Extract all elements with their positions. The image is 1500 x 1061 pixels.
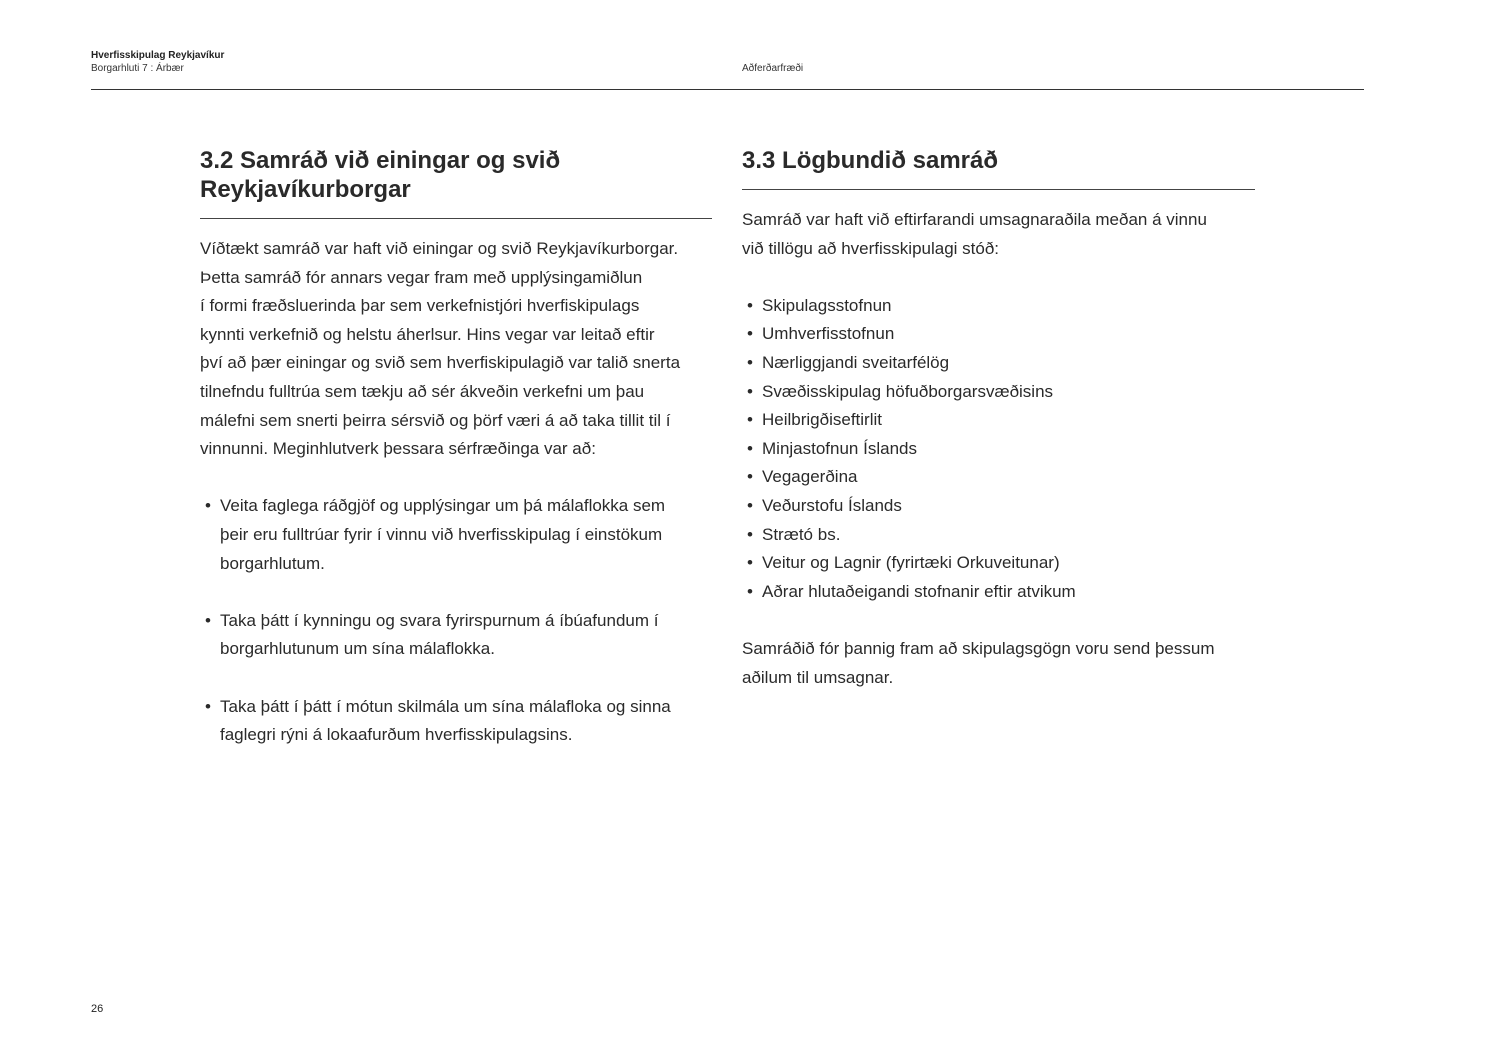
bullet-line — [200, 693, 712, 722]
list-item — [742, 406, 1255, 435]
text-line: faglegri rýni á lokaafurðum hverfisskipulagsins. — [220, 725, 573, 745]
bullet-icon: • — [747, 352, 753, 372]
text-line: Samráðið fór þannig fram að skipulagsgögn voru send þessum — [742, 638, 1215, 658]
bullet-line — [200, 721, 712, 750]
text-line: Veðurstofu Íslands — [762, 495, 902, 515]
text-line: Taka þátt í þátt í mótun skilmála um sína málafloka og sinna — [220, 696, 671, 716]
spacer — [200, 664, 712, 693]
text-line: Samráð var haft við eftirfarandi umsagnaraðila meðan á vinnu — [742, 210, 1207, 229]
list-item — [742, 320, 1255, 349]
section-body — [742, 206, 1255, 692]
text-line: borgarhlutum. — [220, 553, 325, 573]
heading-line: Reykjavíkurborgar — [200, 176, 411, 203]
list-item — [742, 378, 1255, 407]
list-item — [742, 349, 1255, 378]
section-heading — [200, 146, 712, 219]
text-line: málefni sem snerti þeirra sérsvið og þörf væri á að taka tillit til í — [200, 410, 671, 430]
bullet-line — [200, 550, 712, 579]
spacer — [200, 464, 712, 493]
heading-line: 3.2 Samráð við einingar og svið — [200, 147, 561, 174]
section-body — [200, 235, 712, 750]
header-divider — [91, 89, 1364, 90]
text-line: því að þær einingar og svið sem hverfiskipulagið var talið snerta — [200, 353, 681, 373]
bullet-icon: • — [747, 410, 753, 430]
text-line: kynnti verkefnið og helstu áherlsur. Hins vegar var leitað eftir — [200, 324, 655, 344]
text-line: Nærliggjandi sveitarfélög — [762, 352, 950, 372]
section-3-3 — [742, 146, 1255, 692]
list-item — [200, 693, 712, 750]
text-line: Veitur og Lagnir (fyrirtæki Orkuveitunar) — [762, 553, 1060, 573]
text-line: Aðrar hlutaðeigandi stofnanir eftir atvikum — [762, 581, 1076, 601]
list-item — [200, 492, 712, 578]
bullet-icon: • — [205, 496, 211, 516]
bullet-icon: • — [747, 381, 753, 401]
section-heading: 3.3 Lögbundið samráð — [742, 146, 1255, 190]
bullet-icon: • — [747, 467, 753, 487]
bullet-line — [200, 521, 712, 550]
list-item — [742, 578, 1255, 607]
bullet-icon: • — [747, 581, 753, 601]
text-line: Skipulagsstofnun — [762, 295, 892, 315]
bullet-line — [200, 492, 712, 521]
text-line: Strætó bs. — [762, 524, 841, 544]
bullet-icon: • — [205, 696, 211, 716]
text-line: þeir eru fulltrúar fyrir í vinnu við hverfisskipulag í einstökum — [220, 524, 663, 544]
text-line: vinnunni. Meginhlutverk þessara sérfræðinga var að: — [200, 439, 596, 459]
list-item — [742, 492, 1255, 521]
bullet-icon: • — [747, 438, 753, 458]
bullet-icon: • — [747, 495, 753, 515]
list-item — [742, 463, 1255, 492]
running-header-title: Hverfisskipulag Reykjavíkur — [91, 50, 225, 61]
text-line: í formi fræðsluerinda þar sem verkefnistjóri hverfiskipulags — [200, 296, 640, 316]
bullet-icon: • — [747, 524, 753, 544]
text-line: Þetta samráð fór annars vegar fram með upplýsingamiðlun — [200, 267, 643, 287]
bullet-icon: • — [747, 553, 753, 573]
text-line: Heilbrigðiseftirlit — [762, 410, 882, 430]
text-line: við tillögu að hverfisskipulagi stóð: — [742, 238, 1000, 258]
spacer — [742, 606, 1255, 635]
spacer — [742, 263, 1255, 292]
text-line: Umhverfisstofnun — [762, 324, 895, 344]
text-line: borgarhlutunum um sína málaflokka. — [220, 639, 495, 659]
bullet-line — [200, 607, 712, 636]
bullet-icon: • — [747, 295, 753, 315]
text-line: Vegagerðina — [762, 467, 858, 487]
page-number: 26 — [91, 1003, 104, 1015]
text-line: tilnefndu fulltrúa sem tækju að sér ákveðin verkefni um þau — [200, 381, 645, 401]
text-line: Veita faglega ráðgjöf og upplýsingar um þá málaflokka sem — [220, 496, 666, 516]
list-item — [742, 435, 1255, 464]
list-item — [742, 549, 1255, 578]
running-header-subtitle: Borgarhluti 7 : Árbær — [91, 63, 184, 74]
text-line: Víðtækt samráð var haft við einingar og svið Reykjavíkurborgar. — [200, 239, 679, 258]
running-header-section: Aðferðarfræði — [742, 63, 804, 74]
bullet-line — [200, 635, 712, 664]
text-line: aðilum til umsagnar. — [742, 667, 894, 687]
text-line: Minjastofnun Íslands — [762, 438, 917, 458]
list-item — [742, 521, 1255, 550]
list-item — [200, 607, 712, 664]
section-3-2 — [200, 146, 712, 750]
text-line: Taka þátt í kynningu og svara fyrirspurnum á íbúafundum í — [220, 610, 659, 630]
text-line: Svæðisskipulag höfuðborgarsvæðisins — [762, 381, 1054, 401]
bullet-icon: • — [747, 324, 753, 344]
spacer — [200, 578, 712, 607]
bullet-icon: • — [205, 610, 211, 630]
list-item — [742, 292, 1255, 321]
